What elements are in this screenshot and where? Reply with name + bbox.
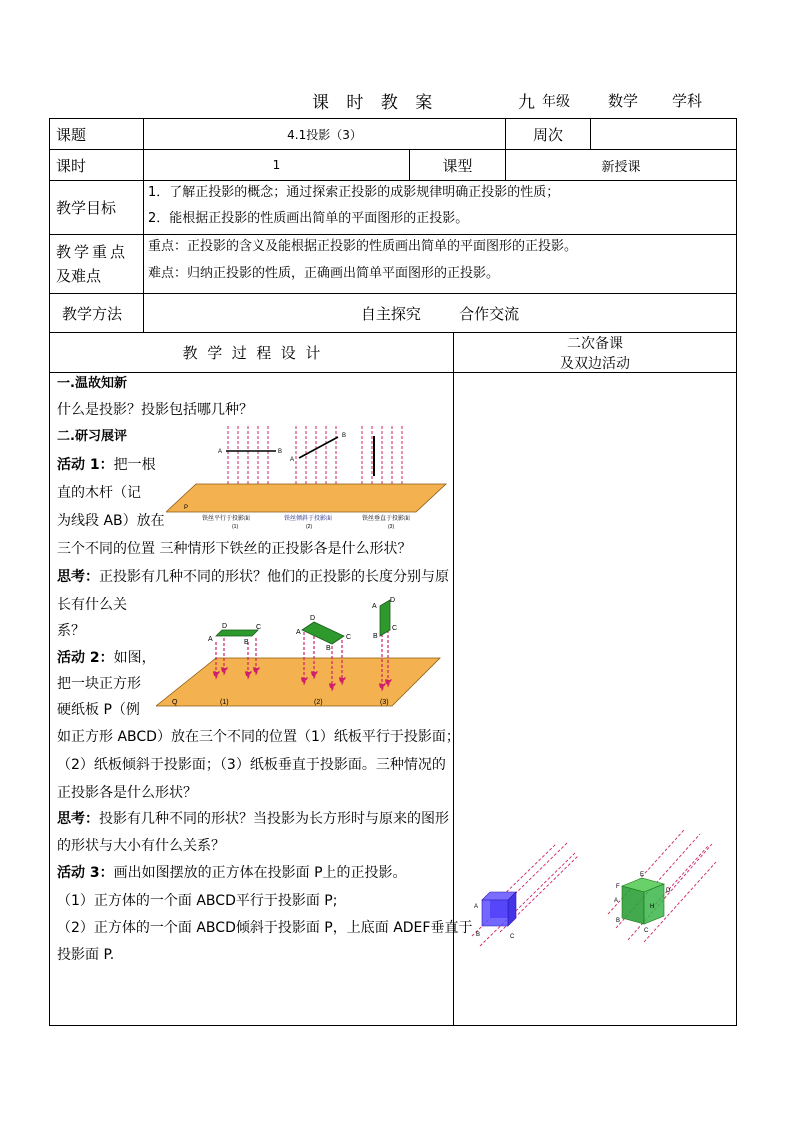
difficulty: 难点：归纳正投影的性质，正确画出简单平面图形的正投影。	[148, 266, 500, 281]
section-2-title: 二.研习展评	[57, 429, 127, 444]
cube-blue-front	[482, 900, 508, 926]
green-cube-C: C	[644, 928, 649, 934]
hours-value: 1	[272, 158, 281, 172]
board1-C: C	[256, 624, 262, 631]
topic-label: 课题	[56, 125, 87, 144]
activity-2-line6: 正投影各是什么形状？	[57, 785, 197, 801]
activity-2-line3: 硬纸板 P（例	[57, 702, 140, 718]
section-1-title: 一.温故知新	[57, 376, 127, 391]
think-2-text: 投影有几种不同的形状？当投影为长方形时与原来的图形	[99, 811, 449, 827]
projection-rays	[228, 426, 402, 488]
activity-1-line1	[57, 451, 156, 479]
green-cube-F: F	[616, 884, 620, 890]
figure-wire-projection	[166, 424, 448, 530]
caption-num-1: (1)	[232, 524, 239, 530]
board-parallel	[216, 630, 258, 636]
subject-suffix: 学科	[672, 92, 703, 110]
goal-item-1: 1．了解正投影的概念；通过探索正投影的成影规律明确正投影的性质；	[148, 185, 560, 200]
method-value: 自主探究 合作交流	[360, 304, 520, 323]
caption-num-3: (3)	[388, 524, 395, 530]
page-title: 课 时 教 案	[312, 93, 439, 113]
board-caption-3: (3)	[380, 699, 389, 706]
key-label-line1: 教学重点	[56, 242, 129, 261]
green-cube-H: H	[650, 904, 655, 910]
activity-1-text-a: 把一根	[113, 457, 156, 473]
think-1-label: 思考：	[57, 569, 99, 585]
activity-3-label: 活动 3：	[57, 865, 114, 881]
goal-item-2: 2．能根据正投影的性质画出简单的平面图形的正投影。	[148, 211, 469, 226]
figure-board-projection	[156, 592, 442, 710]
activity-2-text-a: 如图，	[113, 650, 156, 666]
board3-D: D	[390, 597, 396, 604]
board3-B: B	[373, 633, 378, 640]
type-label: 课型	[442, 156, 473, 175]
hours-label: 课时	[56, 156, 87, 175]
side-heading-line1: 二次备课	[567, 336, 623, 352]
cube-green-left	[622, 886, 644, 924]
goals-label: 教学目标	[56, 199, 117, 217]
label-P: P	[184, 505, 189, 511]
board2-B: B	[326, 645, 331, 652]
activity-1-line4: 三个不同的位置 三种情形下铁丝的正投影各是什么形状？	[57, 541, 412, 557]
grade-suffix: 年级	[542, 94, 570, 110]
label-Q: Q	[172, 699, 178, 706]
week-label: 周次	[532, 125, 563, 144]
figure-blue-cube	[470, 842, 580, 948]
board2-D: D	[310, 615, 316, 622]
board1-D: D	[222, 623, 228, 630]
think-1-text: 正投影有几种不同的形状？他们的正投影的长度分别与原	[99, 569, 449, 585]
side-heading-line2: 及双边活动	[560, 356, 630, 372]
think-1-line1	[57, 563, 449, 591]
label-B1: B	[278, 449, 283, 455]
caption-3: 铁丝垂直于投影面	[362, 515, 411, 522]
caption-2: 铁丝倾斜于投影面	[284, 515, 333, 522]
think-1-line3: 系？	[57, 623, 85, 639]
activity-2-line4: 如正方形 ABCD）放在三个不同的位置（1）纸板平行于投影面；	[57, 729, 460, 745]
activity-2-label: 活动 2：	[57, 650, 114, 666]
board3-A: A	[372, 603, 377, 610]
topic-value: 4.1投影（3）	[287, 127, 362, 142]
board-vertical	[380, 600, 390, 636]
caption-1: 铁丝平行于投影面	[202, 515, 251, 522]
green-cube-E: E	[640, 872, 645, 878]
think-2-label: 思考：	[57, 811, 99, 827]
process-heading: 教 学 过 程 设 计	[182, 344, 321, 362]
activity-3-line1	[57, 859, 407, 887]
board2-A: A	[296, 629, 301, 636]
activity-3-text: 画出如图摆放的正方体在投影面 P上的正投影。	[113, 865, 407, 881]
label-A2: A	[290, 457, 295, 463]
board1-B: B	[244, 639, 249, 646]
board1-A: A	[208, 636, 213, 643]
board-caption-2: (2)	[314, 699, 323, 706]
activity-2-line1	[57, 644, 156, 672]
green-cube-B: B	[616, 918, 621, 924]
board3-C: C	[392, 625, 398, 632]
subject-value: 数学	[608, 92, 639, 110]
caption-num-2: (2)	[306, 524, 313, 530]
think-1-line2: 长有什么关	[57, 597, 127, 613]
activity-1-line2: 直的木杆（记	[57, 485, 141, 501]
label-A1: A	[218, 449, 223, 455]
grade-value: 九	[518, 93, 535, 113]
board2-C: C	[346, 634, 352, 641]
green-cube-A: A	[614, 898, 619, 904]
key-label-line2: 及难点	[56, 266, 102, 285]
figure-green-cube	[604, 824, 720, 948]
method-label: 教学方法	[62, 304, 123, 323]
projection-plane	[166, 484, 446, 512]
section-1-question: 什么是投影？投影包括哪几种？	[57, 402, 253, 418]
board-oblique	[302, 622, 344, 644]
green-cube-D: D	[666, 888, 671, 894]
key-point: 重点：正投影的含义及能根据正投影的性质画出简单的平面图形的正投影。	[148, 239, 578, 254]
board-caption-1: (1)	[220, 699, 229, 706]
activity-2-line2: 把一块正方形	[57, 676, 141, 692]
think-2-line1	[57, 805, 449, 833]
blue-cube-C: C	[510, 934, 515, 940]
activity-3-line2: （1）正方体的一个面 ABCD平行于投影面 P;	[57, 893, 338, 909]
think-2-line2: 的形状与大小有什么关系？	[57, 838, 225, 854]
blue-cube-B: B	[476, 932, 481, 938]
activity-1-label: 活动 1：	[57, 457, 114, 473]
activity-1-line3: 为线段 AB）放在	[57, 513, 165, 529]
blue-cube-A: A	[474, 904, 479, 910]
label-B2: B	[342, 433, 347, 439]
activity-2-line5: （2）纸板倾斜于投影面；（3）纸板垂直于投影面。三种情况的	[57, 757, 446, 773]
activity-3-line3: （2）正方体的一个面 ABCD倾斜于投影面 P，上底面 ADEF垂直于	[57, 920, 473, 936]
wire-oblique	[299, 437, 338, 458]
activity-3-line4: 投影面 P.	[57, 947, 115, 963]
projection-plane-2	[156, 658, 440, 706]
type-value: 新授课	[601, 159, 641, 175]
